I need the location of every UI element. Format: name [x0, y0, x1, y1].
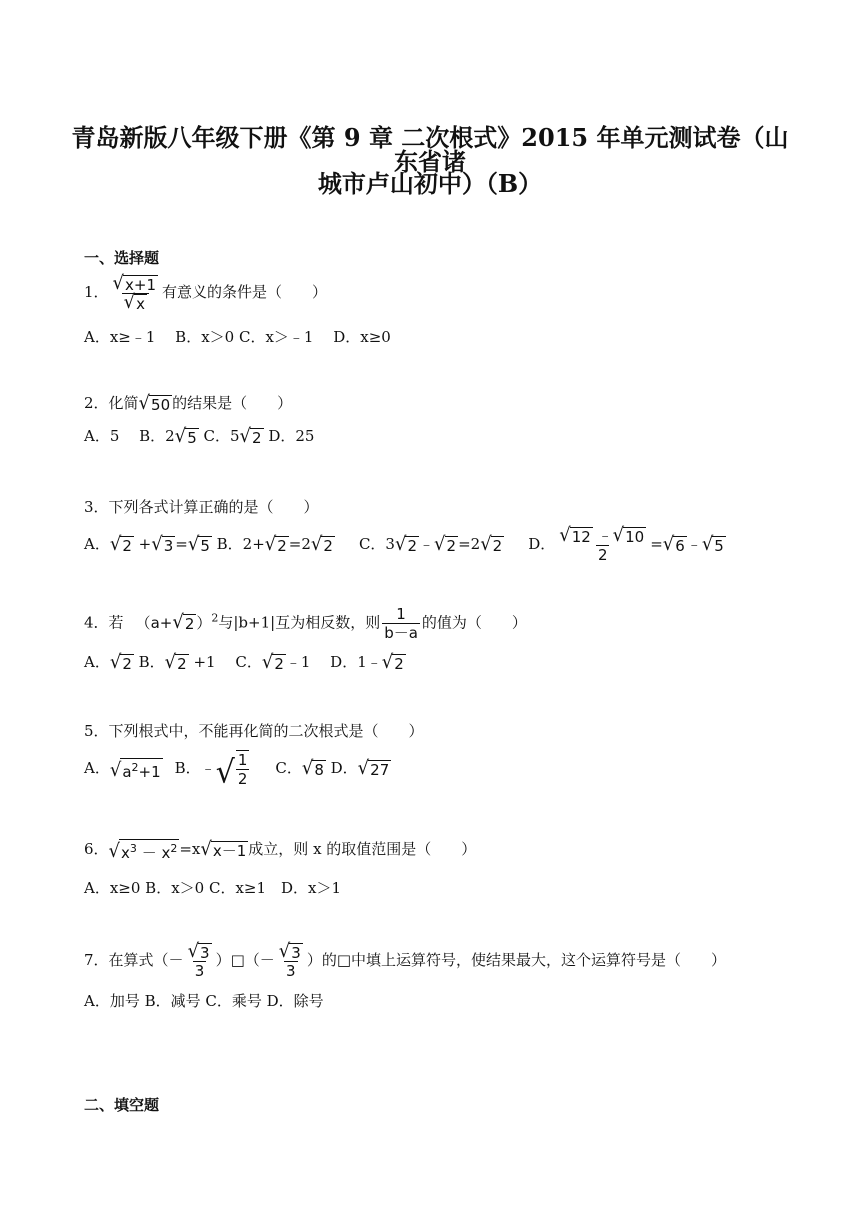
question-5: 5．下列根式中，不能再化简的二次根式是（ ）: [84, 722, 424, 740]
question-7-options: A．加号 B．减号 C．乘号 D．除号: [84, 992, 324, 1010]
question-5-options: A． √ $a^2+1$ B．﹣ √ $\frac{1}{2}$ C． √ 8 D． √ 27: [84, 751, 390, 791]
fraction: √ 3 3: [187, 939, 210, 980]
question-2: [84, 392, 292, 413]
question-6-options: A．x≥0 B．x＞0 C．x≥1 D．x＞1: [84, 879, 342, 897]
document-title-line1: 青岛新版八年级下册《第 9 章 二次根式》2015 年单元测试卷（山东省诸: [71, 123, 789, 176]
document-title-line2: 城市卢山初中）（B）: [317, 169, 543, 198]
question-number: 1．: [84, 283, 109, 301]
section-heading-fill: 二、填空题: [84, 1096, 160, 1114]
section-heading-choice: 一、选择题: [84, 249, 160, 267]
question-6: 6． √ $x^3 - x^2$ =x √ x－1 成立，则 x 的取值范围是（ ）: [84, 838, 477, 863]
question-stem-tail: 的结果是（ ）: [172, 394, 293, 412]
question-3-options: A． √ 2 + √ 3 = √ 5 B．2+ √ 2 =2 √ 2 C．3 √ 2 ﹣ √ 2 =2 √ 2 D． √ 12 ﹣ √ 10 2 = √ 6 ﹣ √ 5: [84, 523, 724, 564]
question-3: 3．下列各式计算正确的是（ ）: [84, 498, 319, 516]
fraction: √ x+1 √ x: [112, 271, 157, 314]
question-stem: 2．化简: [84, 394, 139, 412]
fraction: $\frac{1}{b-a}$: [384, 605, 418, 642]
question-1-options: A．x≥﹣1 B．x＞0 C．x＞﹣1 D．x≥0: [84, 328, 391, 346]
question-7: 7．在算式（－ √ 3 3 ）□（－ √ 3 3 ）的□中填上运算符号，使结果最大，这个运算符号是（ ）: [84, 939, 727, 980]
question-4-options: A． √ 2 B． √ 2 +1 C． √ 2 ﹣1 D．1﹣ √ 2: [84, 651, 404, 674]
question-4: 4．若 （a+ √ 2 ）$^2$与|b+1|互为相反数，则 $\frac{1}{b-a}$ 的值为（ ）: [84, 605, 527, 642]
question-stem: 有意义的条件是（ ）: [162, 283, 328, 301]
radical: √ 50: [138, 392, 171, 415]
fraction: √ 3 3: [278, 939, 301, 980]
question-2-options: A．5 B．2 √ 5 C．5 √ 2 D．25: [84, 425, 315, 448]
question-1: [84, 271, 328, 314]
fraction: √ 12 ﹣ √ 10 2: [559, 523, 645, 564]
